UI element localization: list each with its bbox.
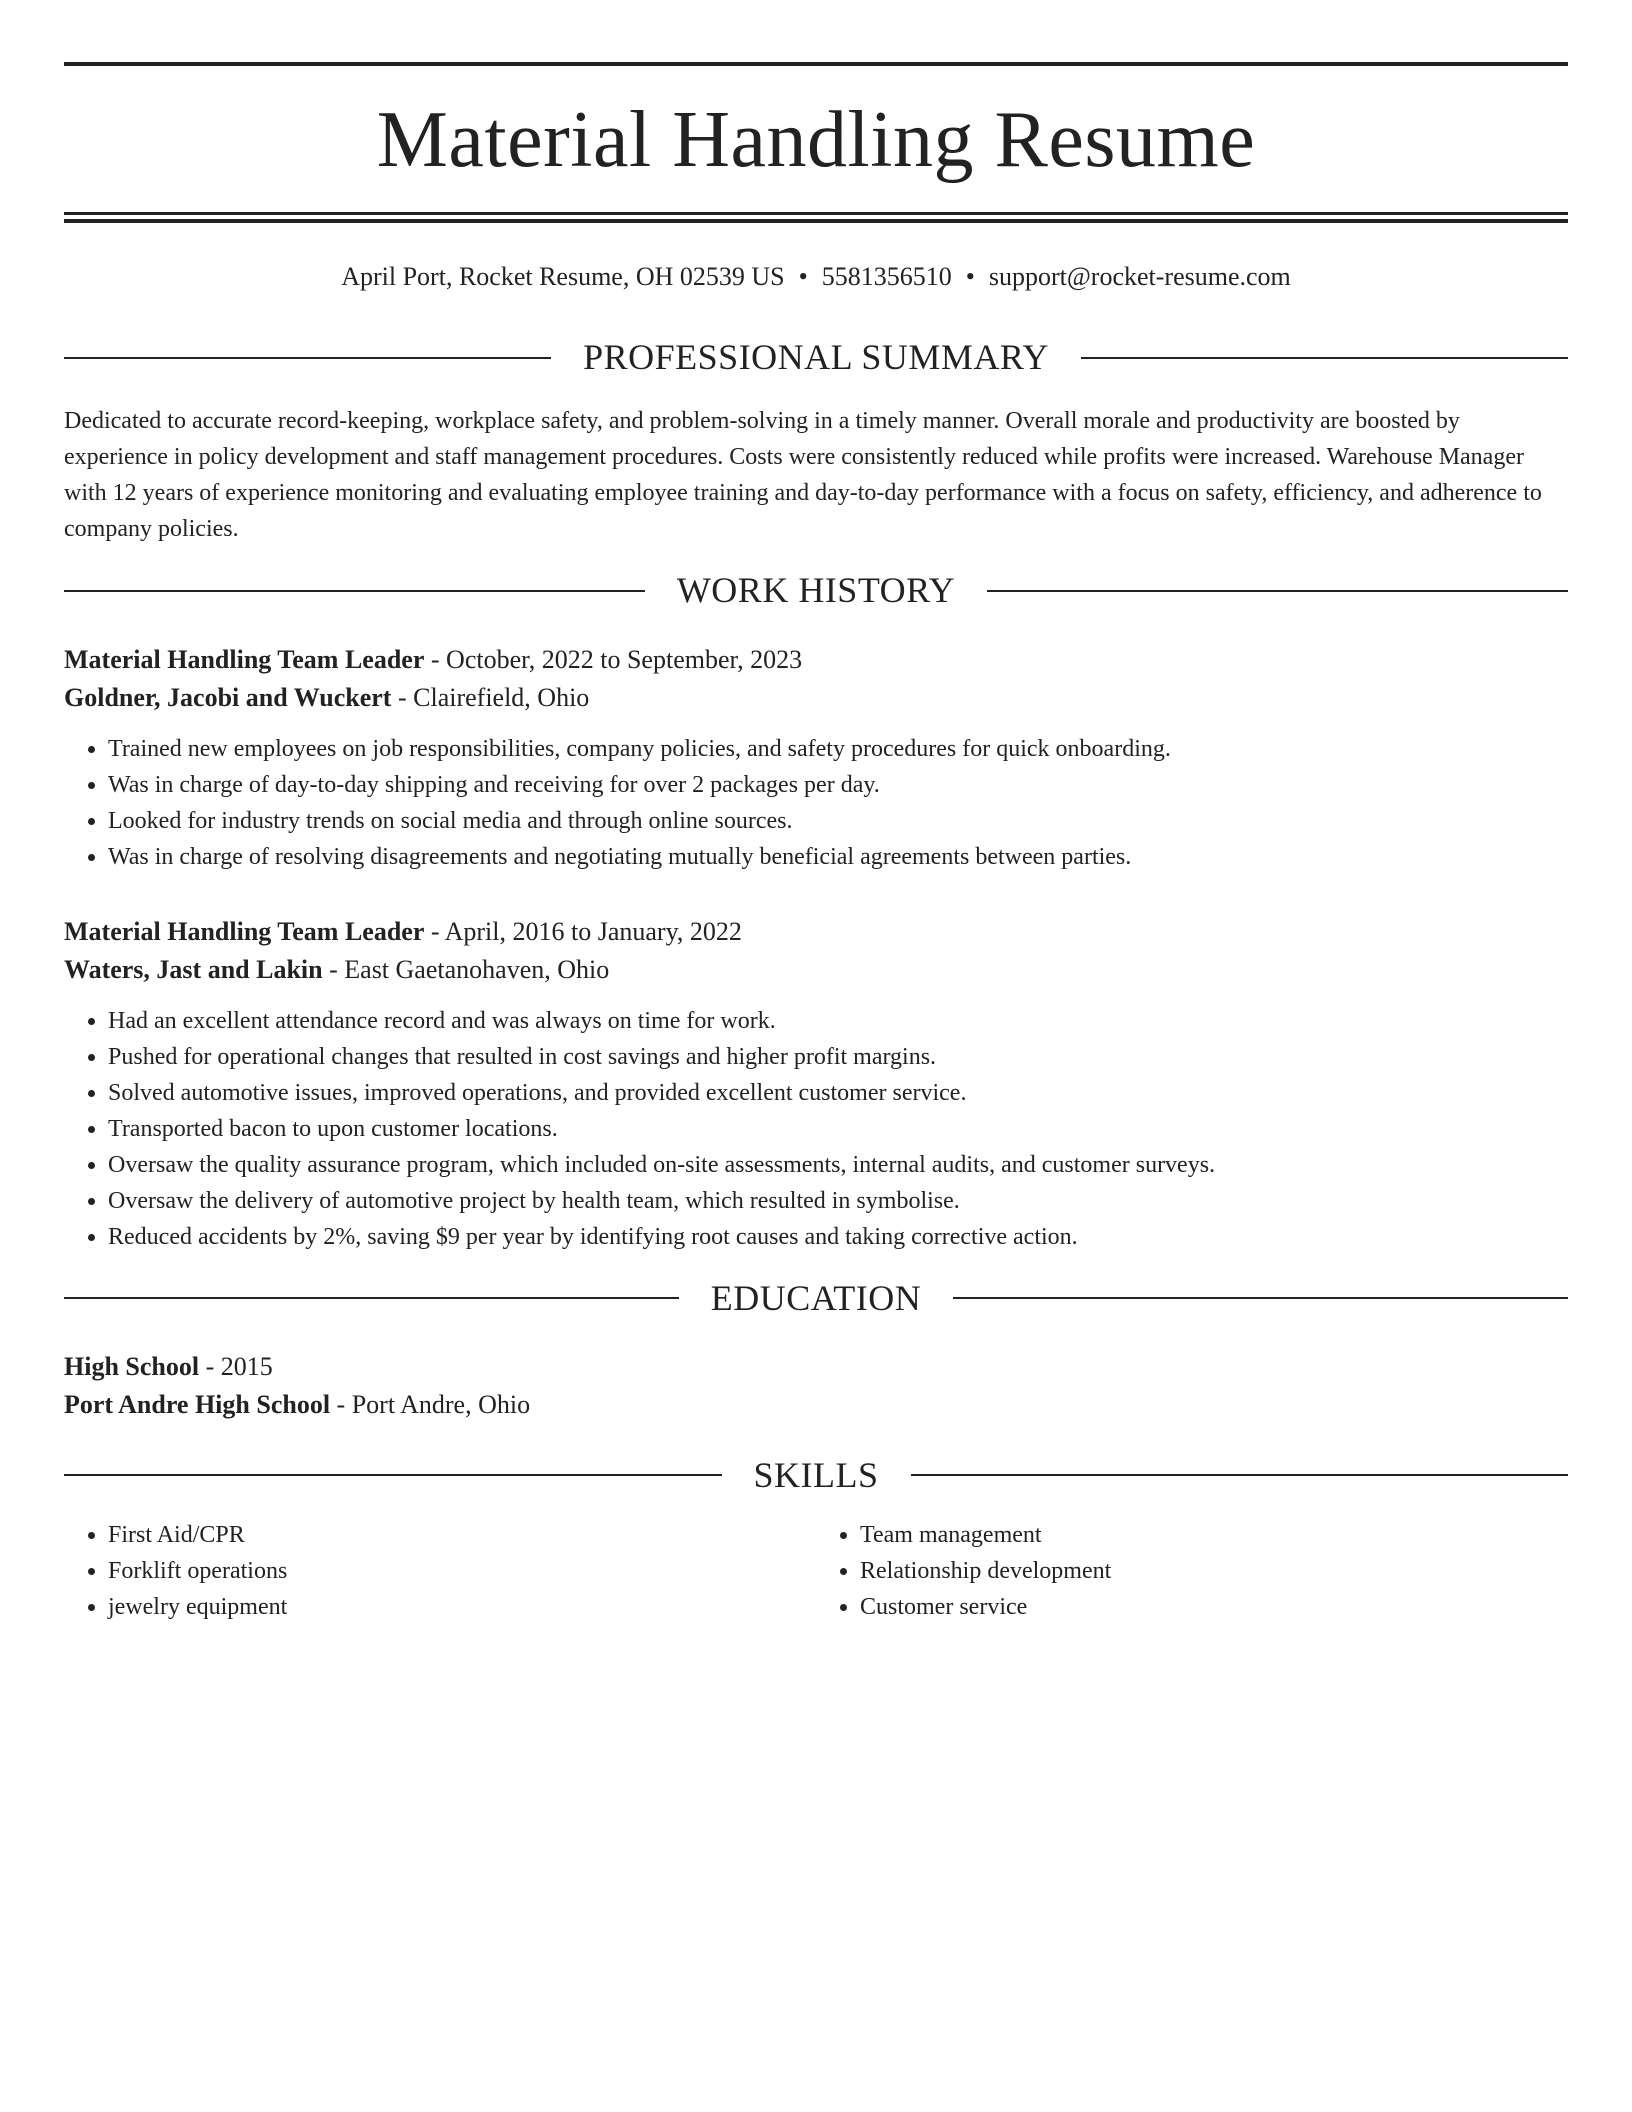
summary-heading: PROFESSIONAL SUMMARY xyxy=(583,337,1049,378)
job-company-line xyxy=(64,679,1568,717)
section-rule-left xyxy=(64,357,551,359)
contact-email[interactable]: support@rocket-resume.com xyxy=(988,262,1291,291)
summary-text: Dedicated to accurate record-keeping, workplace safety, and problem-solving in a timely manner. Overall morale and productivity are boosted by experience in policy development and staff management procedures. Costs were consistently reduced while profits were increased. Warehouse Manager with 12 years of experience monitoring and evaluating employee training and day-to-day performance with a focus on safety, efficiency, and adherence to company policies. xyxy=(64,408,1542,543)
job-dates: - April, 2016 to January, 2022 xyxy=(424,916,742,946)
section-rule-right xyxy=(953,1297,1568,1299)
job-dates: - October, 2022 to September, 2023 xyxy=(424,644,803,674)
section-rule-right xyxy=(911,1474,1569,1476)
top-rule xyxy=(64,62,1568,66)
list-item: • Relationship development xyxy=(860,1553,1568,1589)
job-company-line xyxy=(64,951,1568,989)
list-item: • First Aid/CPR xyxy=(108,1517,816,1553)
job-company: Waters, Jast and Lakin xyxy=(64,954,323,984)
contact-separator: • xyxy=(965,262,975,291)
list-item: • Was in charge of resolving disagreements and negotiating mutually beneficial agreements between parties. xyxy=(108,839,1568,875)
skills-list xyxy=(64,1517,1568,1625)
job-entry xyxy=(64,913,1568,1255)
job-company: Goldner, Jacobi and Wuckert xyxy=(64,682,392,712)
skills-column-left xyxy=(64,1517,816,1625)
job-title: Material Handling Team Leader xyxy=(64,916,425,946)
section-rule-right xyxy=(987,590,1568,592)
section-rule-right xyxy=(1081,357,1568,359)
education-section-header xyxy=(64,1277,1568,1320)
list-item: • Solved automotive issues, improved operations, and provided excellent customer service. xyxy=(108,1075,1568,1111)
education-degree-line xyxy=(64,1348,1568,1386)
list-item: • Reduced accidents by 2%, saving $9 per year by identifying root causes and taking corrective action. xyxy=(108,1219,1568,1255)
list-item: • Forklift operations xyxy=(108,1553,816,1589)
job-bullets xyxy=(64,731,1568,875)
job-title: Material Handling Team Leader xyxy=(64,644,425,674)
list-item: • Was in charge of day-to-day shipping and receiving for over 2 packages per day. xyxy=(108,767,1568,803)
section-rule-left xyxy=(64,1297,679,1299)
list-item: • Looked for industry trends on social media and through online sources. xyxy=(108,803,1568,839)
contact-separator: • xyxy=(798,262,808,291)
list-item: • Customer service xyxy=(860,1589,1568,1625)
education-school: Port Andre High School xyxy=(64,1389,331,1419)
education-year: - 2015 xyxy=(199,1351,273,1381)
work-section-header xyxy=(64,569,1568,612)
title-double-rule xyxy=(64,212,1568,223)
list-item: • Team management xyxy=(860,1517,1568,1553)
list-item: • Had an excellent attendance record and was always on time for work. xyxy=(108,1003,1568,1039)
job-location: - East Gaetanohaven, Ohio xyxy=(322,954,610,984)
page-title: Material Handling Resume xyxy=(376,96,1256,184)
list-item: • Transported bacon to upon customer locations. xyxy=(108,1111,1568,1147)
education-school-line xyxy=(64,1386,1568,1424)
job-entry xyxy=(64,641,1568,875)
list-item: • Oversaw the quality assurance program, which included on-site assessments, internal audits, and customer surveys. xyxy=(108,1147,1568,1183)
list-item: • jewelry equipment xyxy=(108,1589,816,1625)
list-item: • Trained new employees on job responsibilities, company policies, and safety procedures for quick onboarding. xyxy=(108,731,1568,767)
contact-address: April Port, Rocket Resume, OH 02539 US xyxy=(341,262,785,291)
section-rule-left xyxy=(64,590,645,592)
education-degree: High School xyxy=(64,1351,200,1381)
work-heading: WORK HISTORY xyxy=(676,570,956,611)
list-item: • Oversaw the delivery of automotive project by health team, which resulted in symbolise. xyxy=(108,1183,1568,1219)
contact-line xyxy=(64,261,1568,292)
section-rule-left xyxy=(64,1474,722,1476)
skills-section-header xyxy=(64,1454,1568,1497)
job-title-line xyxy=(64,641,1568,679)
job-location: - Clairefield, Ohio xyxy=(391,682,590,712)
education-entry xyxy=(64,1348,1568,1424)
job-title-line xyxy=(64,913,1568,951)
list-item: • Pushed for operational changes that resulted in cost savings and higher profit margins. xyxy=(108,1039,1568,1075)
education-location: - Port Andre, Ohio xyxy=(330,1389,531,1419)
job-bullets xyxy=(64,1003,1568,1255)
skills-heading: SKILLS xyxy=(753,1454,879,1495)
summary-section-header xyxy=(64,336,1568,379)
education-heading: EDUCATION xyxy=(710,1277,922,1318)
skills-column-right xyxy=(816,1517,1568,1625)
contact-phone: 5581356510 xyxy=(821,262,952,291)
